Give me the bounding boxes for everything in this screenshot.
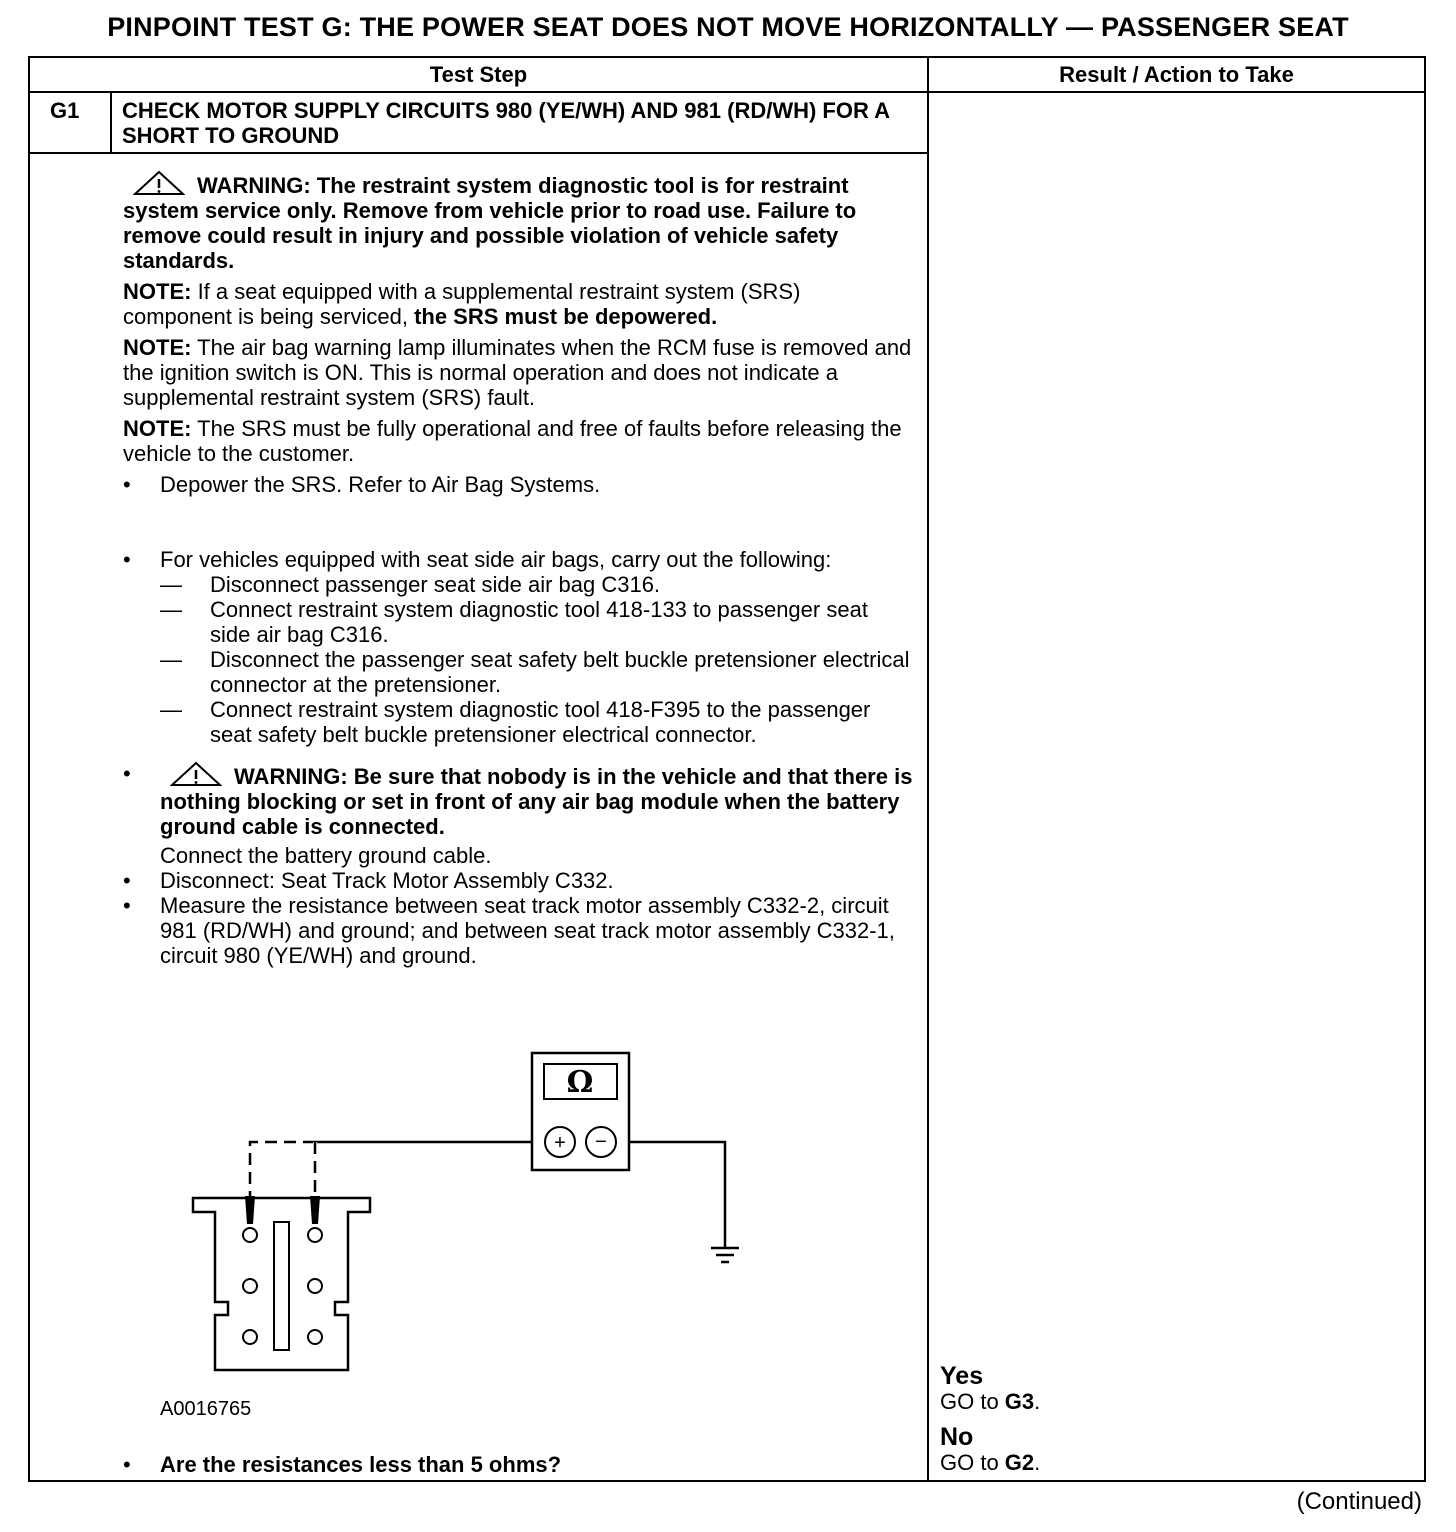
connector-outline [193,1198,370,1370]
sub-step-text: Disconnect passenger seat side air bag C316. [210,572,661,597]
note-2-label: NOTE: [123,335,192,360]
result-yes-label: Yes [940,1362,984,1390]
question-bullet [123,1452,561,1477]
header-result: Result / Action to Take [1059,62,1294,87]
header-test-step: Test Step [429,62,528,87]
note-1-label: NOTE: [123,279,192,304]
bullet-mark: • [123,868,131,893]
dash-mark: — [160,597,182,622]
step-title-divider [28,152,929,154]
result-suffix: . [1034,1389,1041,1414]
warning-block-1 [123,170,913,273]
bullet-mark: • [123,547,131,572]
bullet-side-airbags [123,547,913,572]
warning-triangle-icon [133,170,185,196]
result-no-action [940,1450,1040,1475]
warning-triangle-icon [170,761,222,787]
result-yes-action [940,1389,1040,1414]
step-id-divider [110,91,112,154]
sub-step-list [123,572,913,747]
sub-step [160,647,913,697]
result-no-label: No [940,1423,974,1451]
sub-step [160,697,913,747]
ohm-symbol: Ω [566,1065,594,1100]
note-1-bold: the SRS must be depowered. [414,304,718,329]
bullet-mark: • [123,1452,131,1477]
bullet-mark: • [123,472,131,497]
result-no [940,1425,1040,1475]
sub-step [160,572,913,597]
question-text: Are the resistances less than 5 ohms? [160,1452,562,1477]
note-3 [123,416,913,466]
note-3-text: The SRS must be fully operational and free of faults before releasing the vehicle to the customer. [123,416,902,466]
bullet-disconnect [123,868,913,893]
continued-label: (Continued) [1296,1488,1422,1515]
sub-step-text: Connect restraint system diagnostic tool 418-F395 to the passenger seat safety belt buckle pretensioner electrical connector. [210,697,871,747]
result-prefix: GO to [940,1389,1005,1414]
sub-step-text: Connect restraint system diagnostic tool 418-133 to passenger seat side air bag C316. [210,597,868,647]
note-2 [123,335,913,410]
page-title: PINPOINT TEST G: THE POWER SEAT DOES NOT MOVE HORIZONTALLY — PASSENGER SEAT [107,12,1349,42]
step-content [123,170,913,968]
dash-mark: — [160,697,182,722]
dash-mark: — [160,572,182,597]
note-3-label: NOTE: [123,416,192,441]
result-prefix: GO to [940,1450,1005,1475]
warning-text-1: WARNING: The restraint system diagnostic tool is for restraint system service only. Remove from vehicle prior to road use. Failure to remove could result in injury and possible violation of vehicle safety standards. [123,173,857,273]
warning-block-2 [160,761,913,839]
warning-text-2: WARNING: Be sure that nobody is in the vehicle and that there is nothing blocking or set in front of any air bag module when the battery ground cable is connected. [160,764,913,839]
bullet-depower [123,472,913,497]
result-suffix: . [1034,1450,1041,1475]
result-target-link[interactable]: G2 [1004,1450,1035,1475]
note-2-text: The air bag warning lamp illuminates when the RCM fuse is removed and the ignition switch is ON. This is normal operation and does not indicate a supplemental restraint system (SRS) fault. [123,335,912,410]
bullet-measure [123,893,913,968]
bullet-text: Depower the SRS. Refer to Air Bag Systems. [160,472,601,497]
dash-mark: — [160,647,182,672]
step-id: G1 [50,98,80,123]
result-target-link[interactable]: G3 [1004,1389,1035,1414]
bullet-text: Disconnect: Seat Track Motor Assembly C332. [160,868,614,893]
bullet-warning-battery [123,761,913,868]
result-yes [940,1364,1040,1414]
figure-id: A0016765 [160,1398,252,1420]
minus-sign: − [595,1131,607,1153]
column-divider [927,56,929,1482]
ohmmeter-diagram [150,1040,770,1430]
sub-step [160,597,913,647]
note-1-text: If a seat equipped with a supplemental restraint system (SRS) component is being serviced, [123,279,801,329]
bullet-mark: • [123,761,131,786]
step-title: CHECK MOTOR SUPPLY CIRCUITS 980 (YE/WH) AND 981 (RD/WH) FOR A SHORT TO GROUND [122,98,890,148]
header-divider [28,91,1426,93]
bullet-mark: • [123,893,131,918]
bullet-text: Measure the resistance between seat track motor assembly C332-2, circuit 981 (RD/WH) and ground; and between seat track motor assembly C332-1, circuit 980 (YE/WH) and ground. [160,893,895,968]
bullet-text: For vehicles equipped with seat side air bags, carry out the following: [160,547,832,572]
sub-step-text: Disconnect the passenger seat safety belt buckle pretensioner electrical connector at the pretensioner. [210,647,910,697]
note-1 [123,279,913,329]
plus-sign: + [554,1132,566,1154]
connect-battery-text: Connect the battery ground cable. [160,843,492,868]
